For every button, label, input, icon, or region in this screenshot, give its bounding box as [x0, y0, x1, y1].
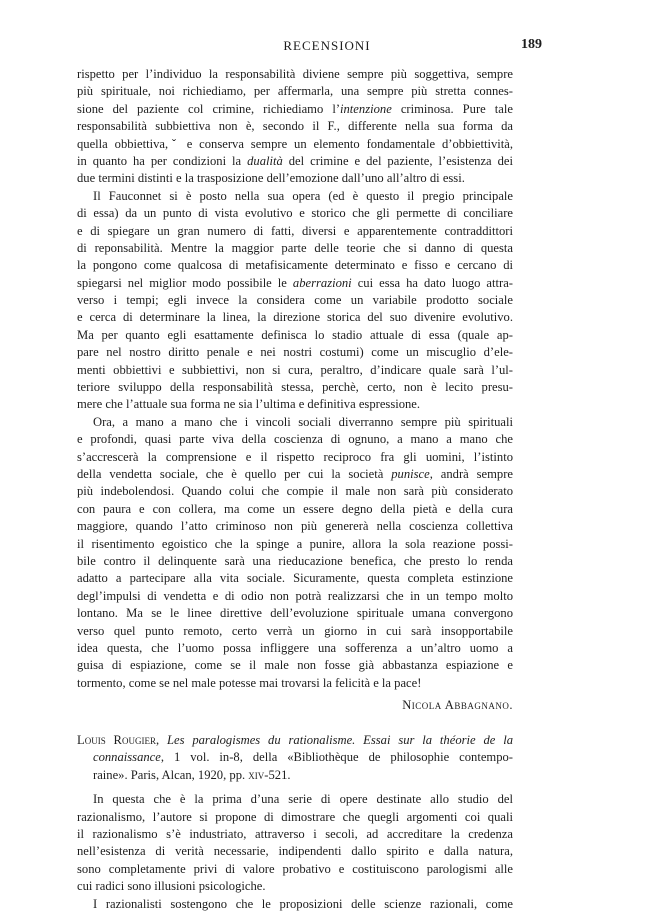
text-line: spiegarsi nel miglior modo possibile le aberrazioni cui essa ha dato luogo attra-: [77, 275, 513, 290]
text-line: verso quel punto remoto, certo verrà un giorno in cui sarà insopportabile: [77, 623, 513, 638]
text-line: responsabilità subbiettiva non è, secondo il F., differente nella sua forma da: [77, 119, 513, 134]
text-line: quella obbiettiva,ˇ e conserva sempre un elemento fondamentale d’obbiettività,: [77, 136, 513, 151]
text-line: connaissance, 1 vol. in-8, della «Bibliothèque de philosophie contempo-: [93, 750, 513, 765]
paragraph: [77, 66, 513, 188]
page-number: 189: [521, 37, 542, 52]
text-line: degl’impulsi di vendetta e di odio non potrà realizzarsi che in un tempo molto: [77, 588, 513, 603]
text-line: nell’esistenza di verità necessarie, indipendenti dallo spirito e dalla natura,: [77, 844, 513, 859]
paragraph: [77, 791, 513, 895]
italic-term: dualità: [247, 153, 283, 168]
paragraph: [77, 188, 513, 414]
text-line: tormento, come se nel male potesse mai trovarsi la felicità e la pace!: [77, 675, 422, 690]
text-line: Ma per quanto egli esattamente definisca lo stadio attuale di essa (quale ap-: [77, 327, 513, 342]
text-line: guisa di espiazione, come se il male non fosse già abbastanza espiazione e: [77, 658, 513, 673]
text-line: raine». Paris, Alcan, 1920, pp. xiv-521.: [93, 767, 291, 782]
text-line: più spirituale, noi richiediamo, per affermarla, una sempre più stretta connes-: [77, 84, 513, 99]
text-line: e di spiegare un gran numero di fatti, diversi e apparentemente contraddittori: [77, 223, 513, 238]
text-line: maggiore, quando l’atto criminoso non più genererà nella coscienza collettiva: [77, 519, 513, 534]
text-line: verso i tempi; egli invece la considera come un variabile prodotto sociale: [77, 293, 513, 308]
text-line: Louis Rougier, Les paralogismes du rationalisme. Essai sur la théorie de la: [77, 733, 514, 748]
text-line: In questa che è la prima d’una serie di opere destinate allo studio del: [93, 792, 513, 807]
text-line: di essa) da un punto di vista evolutivo e storico che gli permette di conciliare: [77, 206, 513, 221]
text-line: adatto a partecipare alla vita sociale. Sicuramente, questa completa estinzione: [77, 571, 513, 586]
italic-term: punisce: [391, 466, 430, 481]
text-line: menti obbiettivi e subbiettivi, non si cura, peraltro, d’indicare quale sarà l’ul-: [77, 362, 513, 377]
text-line: s’accrescerà la comprensione e il rispetto reciproco fra gli uomini, l’istinto: [77, 449, 513, 464]
text-line: lontano. Ma se le linee direttive dell’evoluzione spirituale umana convergono: [77, 606, 513, 621]
text-line: I razionalisti sostengono che le proposizioni delle scienze razionali, come: [93, 896, 513, 911]
section-gap: [77, 715, 513, 732]
text-line: il razionalismo s’è industriato, attraverso i secoli, ad accreditare la credenza: [77, 827, 513, 842]
cited-author: Louis Rougier: [77, 733, 156, 748]
book-title: Les paralogismes du rationalisme. Essai sur la théorie de la: [166, 733, 514, 748]
text-line: sono completamente privi di valore probativo e costituiscono parologismi alle: [77, 861, 513, 876]
running-title: RECENSIONI: [283, 38, 371, 53]
text-line: teriore sviluppo della responsabilità stessa, perchè, certo, non è lecito presu-: [77, 380, 513, 395]
text-line: e profondi, quasi parte viva della coscienza di ognuno, a mano a mano che: [77, 432, 513, 447]
text-line: bile contro il delinquente sarà una rieducazione benefica, che presto lo renda: [77, 553, 513, 568]
text-body: [77, 66, 513, 913]
author-signature: Nicola Abbagnano.: [402, 698, 513, 713]
text-line: la pongono come qualcosa di metafisicamente determinato e fisso e cercano di: [77, 258, 513, 273]
text-line: cui radici sono illusioni psicologiche.: [77, 879, 266, 894]
text-line: due termini distinti e la trasposizione dell’emozione dall’uno all’altro di essi.: [77, 171, 465, 186]
book-title: connaissance: [93, 750, 161, 765]
text-line: Il Fauconnet si è posto nella sua opera (ed è questo il pregio principale: [93, 188, 513, 203]
text-line: idea questa, che l’uomo possa infliggere una sofferenza a un’altro uomo a: [77, 640, 513, 655]
review-citation: [77, 732, 513, 784]
text-line: Ora, a mano a mano che i vincoli sociali diverranno sempre più spirituali: [93, 414, 513, 429]
text-line: e cerca di determinare la linea, la direzione storica del suo divenire evolutivo.: [77, 310, 513, 325]
text-line: mere che l’attuale sua forma ne sia l’ultima e definitiva espressione.: [77, 397, 421, 412]
text-line: con paura e con collera, ma come un essere degno della pietà e della cura: [77, 501, 513, 516]
text-line: sione del paziente col crimine, richiediamo l’intenzione criminosa. Pure tale: [77, 101, 513, 116]
text-line: più indebolendosi. Quando colui che compie il male non sarà più considerato: [77, 484, 513, 499]
paragraph: [77, 414, 513, 692]
text-line: razionalismo, l’autore si propone di dimostrare che quegli argomenti coi quali: [77, 809, 513, 824]
text-line: pare nel nostro diritto penale e nei nostri costumi) come un miscuglio d’ele-: [77, 345, 513, 360]
text-line: di reponsabilità. Mentre la maggior parte delle teorie che si danno di questa: [77, 240, 513, 255]
running-head: [0, 35, 654, 57]
italic-term: intenzione: [340, 101, 392, 116]
text-line: il risentimento egoistico che la spinge a punire, allora la sola reazione possi-: [77, 536, 513, 551]
text-line: della vendetta sociale, che è quello per cui la società punisce, andrà sempre: [77, 466, 514, 481]
paragraph: [77, 896, 513, 913]
italic-term: aberrazioni: [292, 275, 352, 290]
text-line: rispetto per l’individuo la responsabilità diviene sempre più soggettiva, sempre: [77, 67, 513, 81]
section-gap: [77, 784, 513, 791]
text-line: in quanto ha per condizioni la dualità del crimine e del paziente, l’esistenza dei: [77, 153, 513, 168]
